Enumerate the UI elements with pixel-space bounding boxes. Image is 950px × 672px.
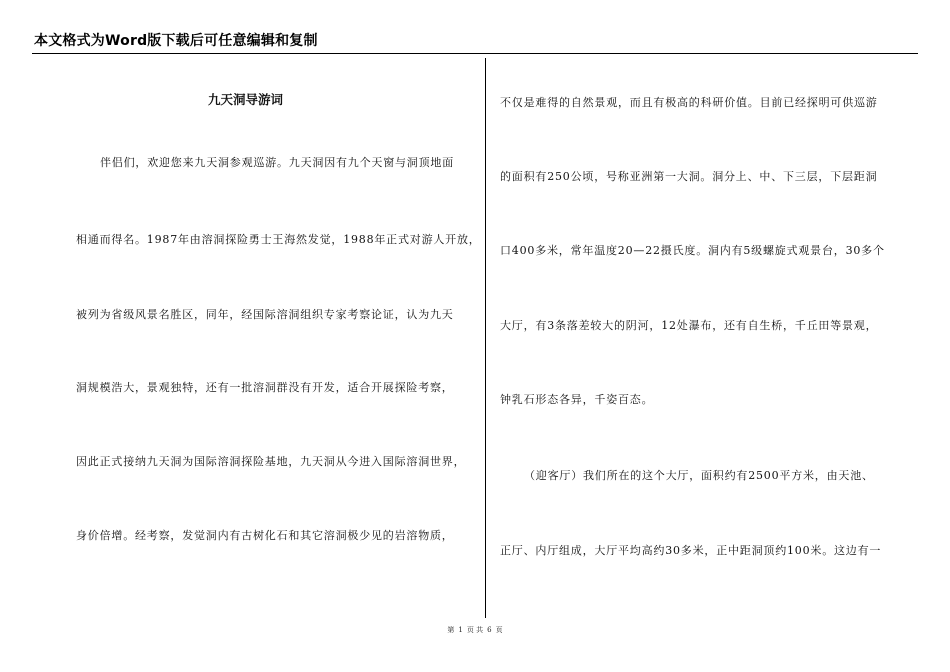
paragraph-line: 不仅是难得的自然景观，而且有极高的科研价值。目前已经探明可供巡游 xyxy=(500,96,878,109)
header-banner: 本文格式为Word版下载后可任意编辑和复制 xyxy=(34,33,318,49)
page-current: 1 xyxy=(458,626,463,634)
paragraph-line: 钟乳石形态各异，千姿百态。 xyxy=(500,393,654,406)
header-divider xyxy=(32,53,918,54)
page-suffix: 页 xyxy=(495,626,503,634)
paragraph-line: 正厅、内厅组成，大厅平均高约30多米，正中距洞顶约100米。这边有一 xyxy=(500,544,882,557)
document-title: 九天洞导游词 xyxy=(208,92,284,107)
paragraph-line: 相通而得名。1987年由溶洞探险勇士王海然发觉，1988年正式对游人开放， xyxy=(76,233,481,246)
page-prefix: 第 xyxy=(447,626,455,634)
paragraph-line: 的面积有250公顷，号称亚洲第一大洞。洞分上、中、下三层，下层距洞 xyxy=(500,170,878,183)
paragraph-line: 口400多米，常年温度20—22摄氏度。洞内有5级螺旋式观景台，30多个 xyxy=(500,244,885,257)
paragraph-line: 伴侣们，欢迎您来九天洞参观巡游。九天洞因有九个天窗与洞顶地面 xyxy=(100,156,454,169)
paragraph-line: 因此正式接纳九天洞为国际溶洞探险基地，九天洞从今进入国际溶洞世界， xyxy=(76,455,466,468)
column-divider xyxy=(485,58,486,618)
paragraph-line: 被列为省级风景名胜区，同年，经国际溶洞组织专家考察论证，认为九天 xyxy=(76,308,454,321)
paragraph-line: （迎客厅）我们所在的这个大厅，面积约有2500平方米，由天池、 xyxy=(524,469,874,482)
paragraph-line: 洞规模浩大，景观独特，还有一批溶洞群没有开发，适合开展探险考察， xyxy=(76,381,454,394)
paragraph-line: 大厅，有3条落差较大的阴河，12处瀑布，还有自生桥，千丘田等景观， xyxy=(500,319,878,332)
page-footer xyxy=(0,625,950,635)
page-mid: 页 共 xyxy=(466,626,484,634)
page-total: 6 xyxy=(487,626,492,634)
paragraph-line: 身价倍增。经考察，发觉洞内有古树化石和其它溶洞极少见的岩溶物质， xyxy=(76,529,454,542)
